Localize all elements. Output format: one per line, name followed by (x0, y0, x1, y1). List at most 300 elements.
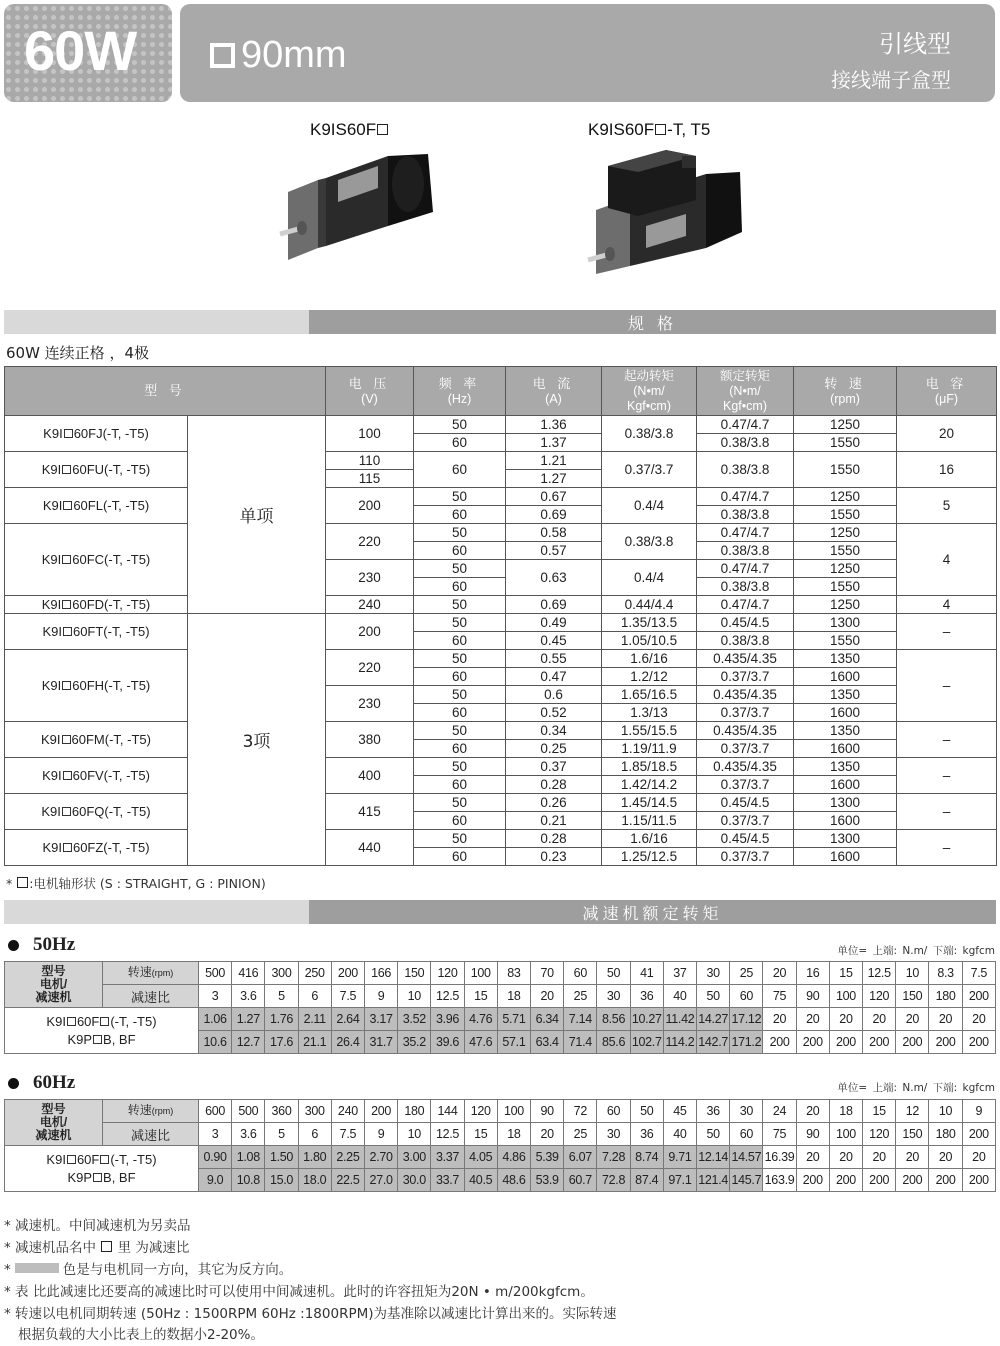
square-placeholder-icon (100, 1155, 109, 1164)
bullet-icon (8, 940, 19, 951)
torque-cell: 60.7 (564, 1169, 597, 1192)
torque-cell: 20 (896, 1008, 929, 1031)
ratio-cell: 5 (265, 985, 298, 1008)
torque-cell: 14.57 (730, 1146, 763, 1169)
torque-cell: 97.1 (663, 1169, 696, 1192)
ratio-cell: 100 (829, 985, 862, 1008)
model-label-cell: 型号 电机/ 减速机 (5, 1100, 103, 1146)
speed-cell: 50 (630, 1100, 663, 1123)
ratio-cell: 3 (199, 985, 232, 1008)
speed-cell: 120 (464, 1100, 497, 1123)
square-placeholder-icon (62, 807, 71, 816)
square-placeholder-icon (63, 501, 72, 510)
product-caption-1 (310, 120, 389, 140)
frame-size-label: 90mm (241, 34, 347, 76)
torque-cell: 1.50 (265, 1146, 298, 1169)
table-row: K9I 60FD(-T, -T5) 240 50 0.69 0.44/4.4 0.47/4.7 1250 4 (5, 596, 997, 614)
square-placeholder-icon (377, 124, 388, 135)
speed-cell: 60 (564, 962, 597, 985)
speed-cell: 180 (398, 1100, 431, 1123)
table-row: 60 1.37 0.38/3.8 1550 (5, 434, 997, 452)
square-placeholder-icon (100, 1017, 109, 1026)
table-row: 230 50 0.63 0.4/4 0.47/4.7 1250 (5, 560, 997, 578)
table-row: 60 0.57 0.38/3.8 1550 (5, 542, 997, 560)
spec-table (4, 366, 997, 866)
torque-cell: 2.70 (365, 1146, 398, 1169)
footnote-5: * 转速以电机同期转速 (50Hz : 1500RPM 60Hz :1800RPM)为基准除以减速比计算出来的。实际转速 (4, 1306, 617, 1322)
gear-section-title: 减速机额定转矩 (309, 900, 996, 924)
speed-cell: 240 (331, 1100, 364, 1123)
speed-cell: 600 (199, 1100, 232, 1123)
table-row: 60 0.69 0.38/3.8 1550 (5, 506, 997, 524)
torque-cell: 200 (796, 1031, 829, 1054)
motor-image-2 (586, 148, 746, 274)
ratio-cell: 180 (929, 985, 962, 1008)
phase-three-cell: 3项 (188, 614, 326, 866)
speed-cell: 20 (796, 1100, 829, 1123)
header-capacitor: 电 容 (μF) (897, 367, 997, 416)
torque-cell: 8.74 (630, 1146, 663, 1169)
torque-cell: 20 (829, 1146, 862, 1169)
torque-cell: 39.6 (431, 1031, 464, 1054)
torque-cell: 2.25 (331, 1146, 364, 1169)
wattage-badge (4, 4, 172, 102)
table-row: 60 0.52 1.3/13 0.37/3.7 1600 (5, 704, 997, 722)
ratio-cell: 90 (796, 985, 829, 1008)
torque-cell: 48.6 (497, 1169, 530, 1192)
gear-section-band (4, 900, 996, 924)
torque-cell: 3.37 (431, 1146, 464, 1169)
torque-cell: 7.28 (597, 1146, 630, 1169)
speed-cell: 12 (896, 1100, 929, 1123)
torque-cell: 10.6 (199, 1031, 232, 1054)
speed-label-cell: 转速(rpm) (103, 1100, 199, 1123)
speed-cell: 16 (796, 962, 829, 985)
torque-cell: 1.27 (232, 1008, 265, 1031)
torque-cell: 163.9 (763, 1169, 796, 1192)
torque-cell: 200 (863, 1031, 896, 1054)
torque-cell: 200 (929, 1169, 962, 1192)
torque-cell: 1.76 (265, 1008, 298, 1031)
ratio-cell: 15 (464, 1123, 497, 1146)
torque-cell: 200 (829, 1031, 862, 1054)
unit-note-50: 单位= 上端: N.m/ 下端: kgfcm (837, 945, 995, 957)
square-placeholder-icon (62, 681, 71, 690)
speed-cell: 15 (829, 962, 862, 985)
hz-50-heading: 50Hz (8, 934, 75, 956)
square-placeholder-icon (93, 1035, 102, 1044)
torque-cell: 3.00 (398, 1146, 431, 1169)
speed-cell: 9 (962, 1100, 995, 1123)
square-placeholder-icon (655, 124, 666, 135)
header-start-torque: 起动转矩 (N•m/ Kgf•cm) (602, 367, 697, 416)
torque-cell: 85.6 (597, 1031, 630, 1054)
torque-cell: 3.52 (398, 1008, 431, 1031)
torque-row (5, 1146, 996, 1169)
torque-cell: 20 (763, 1008, 796, 1031)
torque-cell: 0.90 (199, 1146, 232, 1169)
torque-row (5, 1008, 996, 1031)
model-cell: K9I 60FM(-T, -T5) (5, 722, 188, 758)
torque-cell: 11.42 (663, 1008, 696, 1031)
table-row: K9I 60FV(-T, -T5) 400 50 0.37 1.85/18.5 0.435/4.35 1350 – (5, 758, 997, 776)
torque-cell: 20 (929, 1146, 962, 1169)
table-row: 60 0.25 1.19/11.9 0.37/3.7 1600 (5, 740, 997, 758)
speed-cell: 300 (298, 1100, 331, 1123)
torque-cell: 57.1 (497, 1031, 530, 1054)
ratio-cell: 75 (763, 1123, 796, 1146)
ratio-cell: 20 (531, 1123, 564, 1146)
ratio-cell: 7.5 (331, 985, 364, 1008)
torque-cell: 33.7 (431, 1169, 464, 1192)
table-row: K9I 60FT(-T, -T5) 3项 200 50 0.49 1.35/13.5 0.45/4.5 1300 – (5, 614, 997, 632)
speed-cell: 20 (763, 962, 796, 985)
torque-cell: 12.7 (232, 1031, 265, 1054)
model-cell: K9I 60FC(-T, -T5) (5, 524, 188, 596)
ratio-cell: 36 (630, 985, 663, 1008)
ratio-cell: 30 (597, 1123, 630, 1146)
footnote-1: * 减速机。中间减速机为另卖品 (4, 1218, 191, 1234)
ratio-cell: 6 (298, 985, 331, 1008)
table-row: 60 0.21 1.15/11.5 0.37/3.7 1600 (5, 812, 997, 830)
model-cell: K9I 60FQ(-T, -T5) (5, 794, 188, 830)
torque-cell: 200 (863, 1169, 896, 1192)
torque-cell: 22.5 (331, 1169, 364, 1192)
torque-cell: 20 (796, 1008, 829, 1031)
torque-cell: 17.12 (730, 1008, 763, 1031)
torque-cell: 2.64 (331, 1008, 364, 1031)
ratio-cell: 12.5 (431, 1123, 464, 1146)
torque-cell: 114.2 (663, 1031, 696, 1054)
torque-cell: 20 (863, 1008, 896, 1031)
ratio-cell: 150 (896, 1123, 929, 1146)
product-caption-2-suffix: -T, T5 (667, 120, 711, 139)
header-bar (180, 4, 995, 102)
ratio-label-cell: 减速比 (103, 1123, 199, 1146)
torque-cell: 200 (896, 1169, 929, 1192)
bullet-icon (8, 1078, 19, 1089)
speed-cell: 7.5 (962, 962, 995, 985)
speed-cell: 30 (697, 962, 730, 985)
speed-cell: 200 (331, 962, 364, 985)
torque-cell: 14.27 (697, 1008, 730, 1031)
torque-cell: 27.0 (365, 1169, 398, 1192)
gear-table-50hz (4, 961, 996, 1054)
square-placeholder-icon (93, 1173, 102, 1182)
speed-row (5, 1100, 996, 1123)
ratio-cell: 5 (265, 1123, 298, 1146)
torque-cell: 47.6 (464, 1031, 497, 1054)
torque-cell: 10.8 (232, 1169, 265, 1192)
table-row: 60 0.47 1.2/12 0.37/3.7 1600 (5, 668, 997, 686)
square-placeholder-icon (63, 771, 72, 780)
header-model: 型 号 (5, 367, 326, 416)
square-placeholder-icon (63, 627, 72, 636)
table-row: 60 0.28 1.42/14.2 0.37/3.7 1600 (5, 776, 997, 794)
torque-cell: 102.7 (630, 1031, 663, 1054)
speed-cell: 60 (597, 1100, 630, 1123)
torque-cell: 63.4 (531, 1031, 564, 1054)
speed-cell: 144 (431, 1100, 464, 1123)
speed-cell: 37 (663, 962, 696, 985)
footnote-2: * 减速机品名中 里 为减速比 (4, 1240, 190, 1256)
torque-cell: 18.0 (298, 1169, 331, 1192)
table-row: K9I 60FJ(-T, -T5) 单项 100 50 1.36 0.38/3.8 0.47/4.7 1250 20 (5, 416, 997, 434)
speed-cell: 15 (863, 1100, 896, 1123)
header-rated-torque: 额定转矩 (N•m/ Kgf•cm) (697, 367, 794, 416)
ratio-cell: 90 (796, 1123, 829, 1146)
motor-model-cell: K9I 60F (-T, -T5) K9P B, BF (5, 1146, 199, 1192)
header-frequency: 频 率 (Hz) (414, 367, 506, 416)
ratio-cell: 3.6 (232, 1123, 265, 1146)
square-placeholder-icon (62, 735, 71, 744)
ratio-cell: 7.5 (331, 1123, 364, 1146)
torque-cell: 87.4 (630, 1169, 663, 1192)
header-speed: 转 速 (rpm) (794, 367, 897, 416)
torque-cell: 142.7 (697, 1031, 730, 1054)
model-label-cell: 型号 电机/ 减速机 (5, 962, 103, 1008)
speed-cell: 90 (531, 1100, 564, 1123)
torque-cell: 4.05 (464, 1146, 497, 1169)
model-cell: K9I 60FL(-T, -T5) (5, 488, 188, 524)
speed-cell: 120 (431, 962, 464, 985)
ratio-cell: 6 (298, 1123, 331, 1146)
speed-cell: 18 (829, 1100, 862, 1123)
torque-cell: 20 (896, 1146, 929, 1169)
table-row: K9I 60FH(-T, -T5) 220 50 0.55 1.6/16 0.435/4.35 1350 – (5, 650, 997, 668)
square-placeholder-icon (62, 555, 71, 564)
torque-cell: 200 (763, 1031, 796, 1054)
product-caption-2-text: K9IS60F (588, 120, 655, 139)
wattage-label: 60W (24, 19, 137, 82)
speed-cell: 500 (232, 1100, 265, 1123)
torque-cell: 53.9 (531, 1169, 564, 1192)
torque-cell: 21.1 (298, 1031, 331, 1054)
header-current: 电 流 (A) (506, 367, 602, 416)
ratio-cell: 100 (829, 1123, 862, 1146)
ratio-cell: 36 (630, 1123, 663, 1146)
square-placeholder-icon (63, 843, 72, 852)
torque-cell: 171.2 (730, 1031, 763, 1054)
torque-cell: 2.11 (298, 1008, 331, 1031)
torque-cell: 200 (896, 1031, 929, 1054)
torque-cell: 31.7 (365, 1031, 398, 1054)
table-row: 230 50 0.6 1.65/16.5 0.435/4.35 1350 (5, 686, 997, 704)
square-placeholder-icon (67, 1155, 76, 1164)
torque-cell: 200 (962, 1031, 995, 1054)
footnote-6: 根据负载的大小比表上的数据小2-20%。 (18, 1327, 264, 1343)
spec-subtitle: 60W 连续正格 ，4极 (6, 344, 149, 362)
torque-cell: 5.39 (531, 1146, 564, 1169)
speed-cell: 416 (232, 962, 265, 985)
speed-cell: 36 (697, 1100, 730, 1123)
torque-cell: 200 (829, 1169, 862, 1192)
torque-cell: 200 (796, 1169, 829, 1192)
ratio-cell: 40 (663, 985, 696, 1008)
ratio-cell: 40 (663, 1123, 696, 1146)
torque-cell: 12.14 (697, 1146, 730, 1169)
ratio-cell: 15 (464, 985, 497, 1008)
torque-cell: 145.7 (730, 1169, 763, 1192)
ratio-cell: 120 (863, 1123, 896, 1146)
ratio-cell: 30 (597, 985, 630, 1008)
ratio-label-cell: 减速比 (103, 985, 199, 1008)
ratio-cell: 50 (697, 1123, 730, 1146)
table-row: K9I 60FQ(-T, -T5) 415 50 0.26 1.45/14.5 0.45/4.5 1300 – (5, 794, 997, 812)
torque-cell: 26.4 (331, 1031, 364, 1054)
ratio-cell: 3 (199, 1123, 232, 1146)
torque-cell: 20 (962, 1146, 995, 1169)
ratio-cell: 25 (564, 1123, 597, 1146)
spec-note: * :电机轴形状 (S : STRAIGHT, G : PINION) (6, 876, 266, 891)
speed-cell: 24 (763, 1100, 796, 1123)
speed-cell: 100 (497, 1100, 530, 1123)
model-cell: K9I 60FV(-T, -T5) (5, 758, 188, 794)
torque-cell: 3.96 (431, 1008, 464, 1031)
ratio-cell: 180 (929, 1123, 962, 1146)
speed-cell: 166 (365, 962, 398, 985)
table-row: K9I 60FZ(-T, -T5) 440 50 0.28 1.6/16 0.45/4.5 1300 – (5, 830, 997, 848)
torque-cell: 121.4 (697, 1169, 730, 1192)
header-voltage: 电 压 (V) (326, 367, 414, 416)
speed-cell: 250 (298, 962, 331, 985)
torque-cell: 20 (962, 1008, 995, 1031)
product-caption-1-text: K9IS60F (310, 120, 377, 139)
torque-cell: 15.0 (265, 1169, 298, 1192)
torque-cell: 17.6 (265, 1031, 298, 1054)
speed-cell: 500 (199, 962, 232, 985)
torque-cell: 6.34 (531, 1008, 564, 1031)
speed-cell: 10 (929, 1100, 962, 1123)
table-row: K9I 60FM(-T, -T5) 380 50 0.34 1.55/15.5 0.435/4.35 1350 – (5, 722, 997, 740)
ratio-cell: 9 (365, 1123, 398, 1146)
speed-cell: 45 (663, 1100, 696, 1123)
speed-cell: 83 (497, 962, 530, 985)
speed-cell: 200 (365, 1100, 398, 1123)
footnote-3: * 色是与电机同一方向，其它为反方向。 (4, 1262, 293, 1278)
torque-cell: 200 (962, 1169, 995, 1192)
ratio-cell: 18 (497, 985, 530, 1008)
torque-cell: 72.8 (597, 1169, 630, 1192)
torque-cell: 9.71 (663, 1146, 696, 1169)
ratio-cell: 200 (962, 985, 995, 1008)
phase-single-cell: 单项 (188, 416, 326, 614)
speed-cell: 12.5 (863, 962, 896, 985)
ratio-cell: 10 (398, 985, 431, 1008)
hz-60-heading: 60Hz (8, 1072, 75, 1094)
speed-cell: 300 (265, 962, 298, 985)
square-placeholder-icon (17, 877, 28, 888)
torque-cell: 1.08 (232, 1146, 265, 1169)
speed-cell: 8.3 (929, 962, 962, 985)
model-cell: K9I 60FD(-T, -T5) (5, 596, 188, 614)
torque-cell: 20 (929, 1008, 962, 1031)
ratio-cell: 25 (564, 985, 597, 1008)
torque-cell: 9.0 (199, 1169, 232, 1192)
speed-cell: 25 (730, 962, 763, 985)
torque-cell: 30.0 (398, 1169, 431, 1192)
ratio-row (5, 985, 996, 1008)
speed-cell: 100 (464, 962, 497, 985)
frame-size (210, 34, 347, 77)
speed-cell: 50 (597, 962, 630, 985)
product-caption-2 (588, 120, 710, 140)
torque-cell: 20 (829, 1008, 862, 1031)
torque-cell: 5.71 (497, 1008, 530, 1031)
model-cell: K9I 60FJ(-T, -T5) (5, 416, 188, 452)
model-cell: K9I 60FU(-T, -T5) (5, 452, 188, 488)
speed-cell: 41 (630, 962, 663, 985)
torque-cell: 16.39 (763, 1146, 796, 1169)
gear-table-60hz (4, 1099, 996, 1192)
ratio-cell: 3.6 (232, 985, 265, 1008)
torque-cell: 6.07 (564, 1146, 597, 1169)
ratio-cell: 10 (398, 1123, 431, 1146)
ratio-cell: 20 (531, 985, 564, 1008)
motor-model-cell: K9I 60F (-T, -T5) K9P B, BF (5, 1008, 199, 1054)
model-cell: K9I 60FT(-T, -T5) (5, 614, 188, 650)
speed-cell: 10 (896, 962, 929, 985)
spec-section-band (4, 310, 996, 334)
ratio-cell: 150 (896, 985, 929, 1008)
torque-cell: 10.27 (630, 1008, 663, 1031)
torque-cell: 3.17 (365, 1008, 398, 1031)
ratio-row (5, 1123, 996, 1146)
type-line-1: 引线型 (879, 30, 951, 58)
ratio-cell: 9 (365, 985, 398, 1008)
ratio-cell: 18 (497, 1123, 530, 1146)
speed-cell: 30 (730, 1100, 763, 1123)
speed-label-cell: 转速(rpm) (103, 962, 199, 985)
shaded-swatch (15, 1263, 59, 1273)
square-placeholder-icon (101, 1241, 112, 1252)
model-cell: K9I 60FZ(-T, -T5) (5, 830, 188, 866)
torque-cell: 200 (929, 1031, 962, 1054)
torque-cell: 20 (796, 1146, 829, 1169)
motor-image-1 (278, 150, 438, 262)
table-row: K9I 60FL(-T, -T5) 200 50 0.67 0.4/4 0.47/4.7 1250 5 (5, 488, 997, 506)
square-placeholder-icon (64, 429, 73, 438)
table-row: K9I 60FU(-T, -T5) 110 60 1.21 0.37/3.7 0.38/3.8 1550 16 (5, 452, 997, 470)
speed-cell: 150 (398, 962, 431, 985)
model-cell: K9I 60FH(-T, -T5) (5, 650, 188, 722)
type-line-2: 接线端子盒型 (831, 68, 951, 92)
speed-cell: 72 (564, 1100, 597, 1123)
ratio-cell: 12.5 (431, 985, 464, 1008)
square-frame-icon (210, 43, 235, 68)
ratio-cell: 50 (697, 985, 730, 1008)
torque-cell: 40.5 (464, 1169, 497, 1192)
speed-row (5, 962, 996, 985)
torque-cell: 71.4 (564, 1031, 597, 1054)
ratio-cell: 60 (730, 1123, 763, 1146)
square-placeholder-icon (62, 600, 71, 609)
torque-cell: 20 (863, 1146, 896, 1169)
spec-section-title: 规 格 (309, 310, 996, 334)
torque-cell: 1.06 (199, 1008, 232, 1031)
square-placeholder-icon (62, 465, 71, 474)
square-placeholder-icon (67, 1017, 76, 1026)
torque-cell: 4.76 (464, 1008, 497, 1031)
table-row: 115 1.27 (5, 470, 997, 488)
unit-note-60: 单位= 上端: N.m/ 下端: kgfcm (837, 1082, 995, 1094)
torque-cell: 7.14 (564, 1008, 597, 1031)
speed-cell: 360 (265, 1100, 298, 1123)
torque-cell: 35.2 (398, 1031, 431, 1054)
torque-cell: 1.80 (298, 1146, 331, 1169)
table-row: 60 0.38/3.8 1550 (5, 578, 997, 596)
table-row: K9I 60FC(-T, -T5) 220 50 0.58 0.38/3.8 0.47/4.7 1250 4 (5, 524, 997, 542)
